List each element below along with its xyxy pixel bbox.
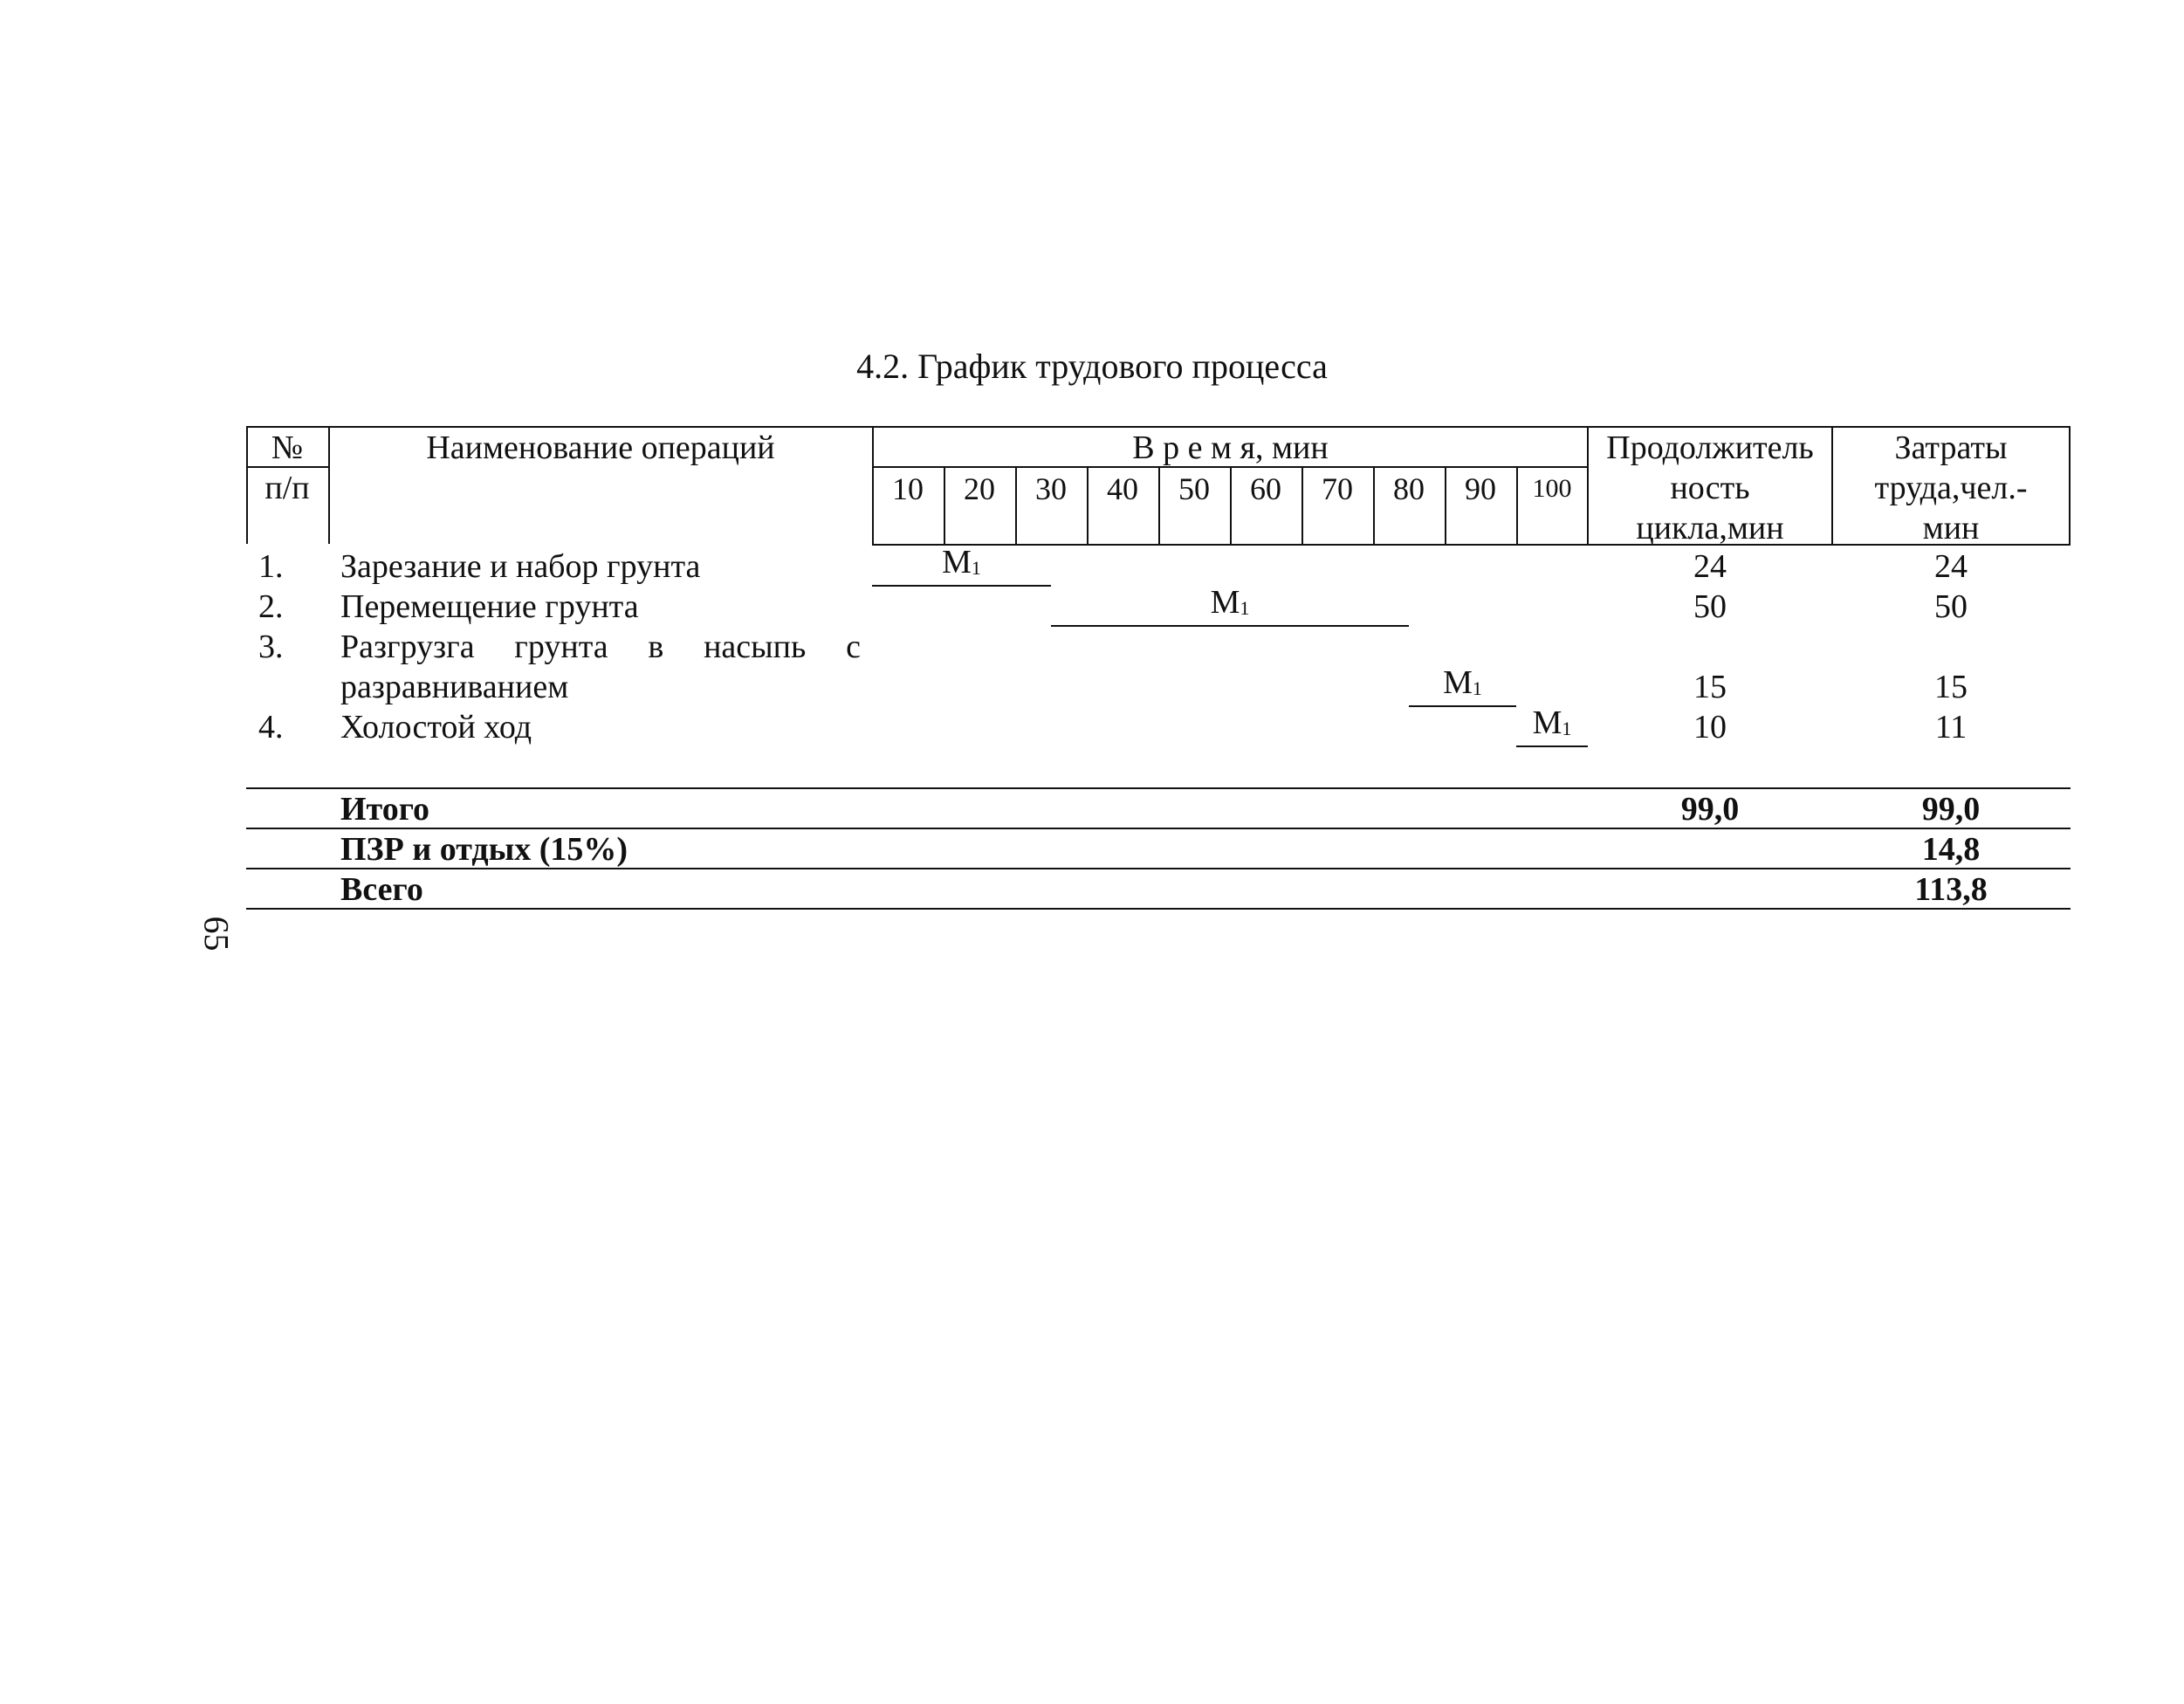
tick-label: 90 (1465, 471, 1496, 506)
header-duration: ность (1670, 470, 1750, 506)
header-no-sub: п/п (264, 470, 310, 506)
gantt-bar-label: $М_1$ (942, 544, 981, 581)
operation-name-word: грунта (514, 629, 608, 665)
table-title: 4.2. График трудового процесса (856, 347, 1328, 386)
tick-label: 70 (1322, 471, 1353, 506)
subtotal-duration: 99,0 (1680, 791, 1740, 828)
labor-value: 11 (1934, 709, 1968, 746)
header-labor: мин (1922, 510, 1980, 546)
operation-name-word: с (846, 629, 861, 665)
page-number: 65 (196, 916, 237, 952)
gantt-bar-label: $М_1$ (1443, 664, 1482, 701)
row-number: 2. (258, 588, 284, 625)
gantt-bar (1051, 625, 1409, 627)
rest-labor: 14,8 (1921, 831, 1981, 868)
row-number: 4. (258, 709, 284, 746)
operation-name: Зарезание и набор грунта (340, 548, 701, 585)
tick-label: 40 (1107, 471, 1138, 506)
total-label: Всего (340, 871, 423, 908)
gantt-bar-label: $М_1$ (1210, 584, 1250, 621)
table-bottom-border (246, 908, 2071, 910)
header-duration: Продолжитель (1606, 429, 1814, 466)
operation-name-word: насыпь (704, 629, 807, 665)
gantt-bar (1409, 705, 1516, 707)
operation-name: Перемещение грунта (340, 588, 639, 625)
tick-label: 10 (892, 471, 924, 506)
gantt-bar-label: $М_1$ (1532, 704, 1572, 741)
duration-value: 10 (1693, 709, 1727, 746)
operation-name-word: в (648, 629, 664, 665)
gantt-bar (1516, 746, 1588, 747)
labor-value: 24 (1934, 548, 1968, 585)
tick-label: 30 (1035, 471, 1067, 506)
header-labor: труда,чел.- (1874, 470, 2028, 506)
tick-label: 60 (1250, 471, 1281, 506)
header-duration: цикла,мин (1636, 510, 1784, 546)
operation-name-word: Разгрузга (340, 629, 475, 665)
tick-label: 20 (964, 471, 995, 506)
header-no: № (271, 429, 304, 466)
labor-value: 15 (1934, 669, 1968, 705)
labor-value: 50 (1934, 588, 1968, 625)
row-number: 1. (258, 548, 284, 585)
row-number: 3. (258, 629, 284, 665)
operation-name: разравниванием (340, 669, 569, 705)
operation-name-line (340, 627, 861, 667)
totals-divider (246, 868, 2071, 869)
header-operation: Наименование операций (426, 429, 775, 466)
duration-value: 50 (1693, 588, 1727, 625)
tick-label: 50 (1178, 471, 1210, 506)
operation-name: Холостой ход (340, 709, 532, 746)
tick-label: 100 (1532, 474, 1572, 503)
subtotal-label: Итого (340, 791, 430, 828)
header-time: В р е м я, мин (1132, 429, 1329, 466)
tick-label: 80 (1393, 471, 1425, 506)
total-labor: 113,8 (1914, 871, 1988, 908)
header-right-border (2069, 426, 2071, 544)
rest-label: ПЗР и отдых (15%) (340, 831, 628, 868)
duration-value: 24 (1693, 548, 1727, 585)
gantt-bar (872, 585, 1051, 587)
header-labor: Затраты (1894, 429, 2008, 466)
subtotal-labor: 99,0 (1921, 791, 1981, 828)
duration-value: 15 (1693, 669, 1727, 705)
